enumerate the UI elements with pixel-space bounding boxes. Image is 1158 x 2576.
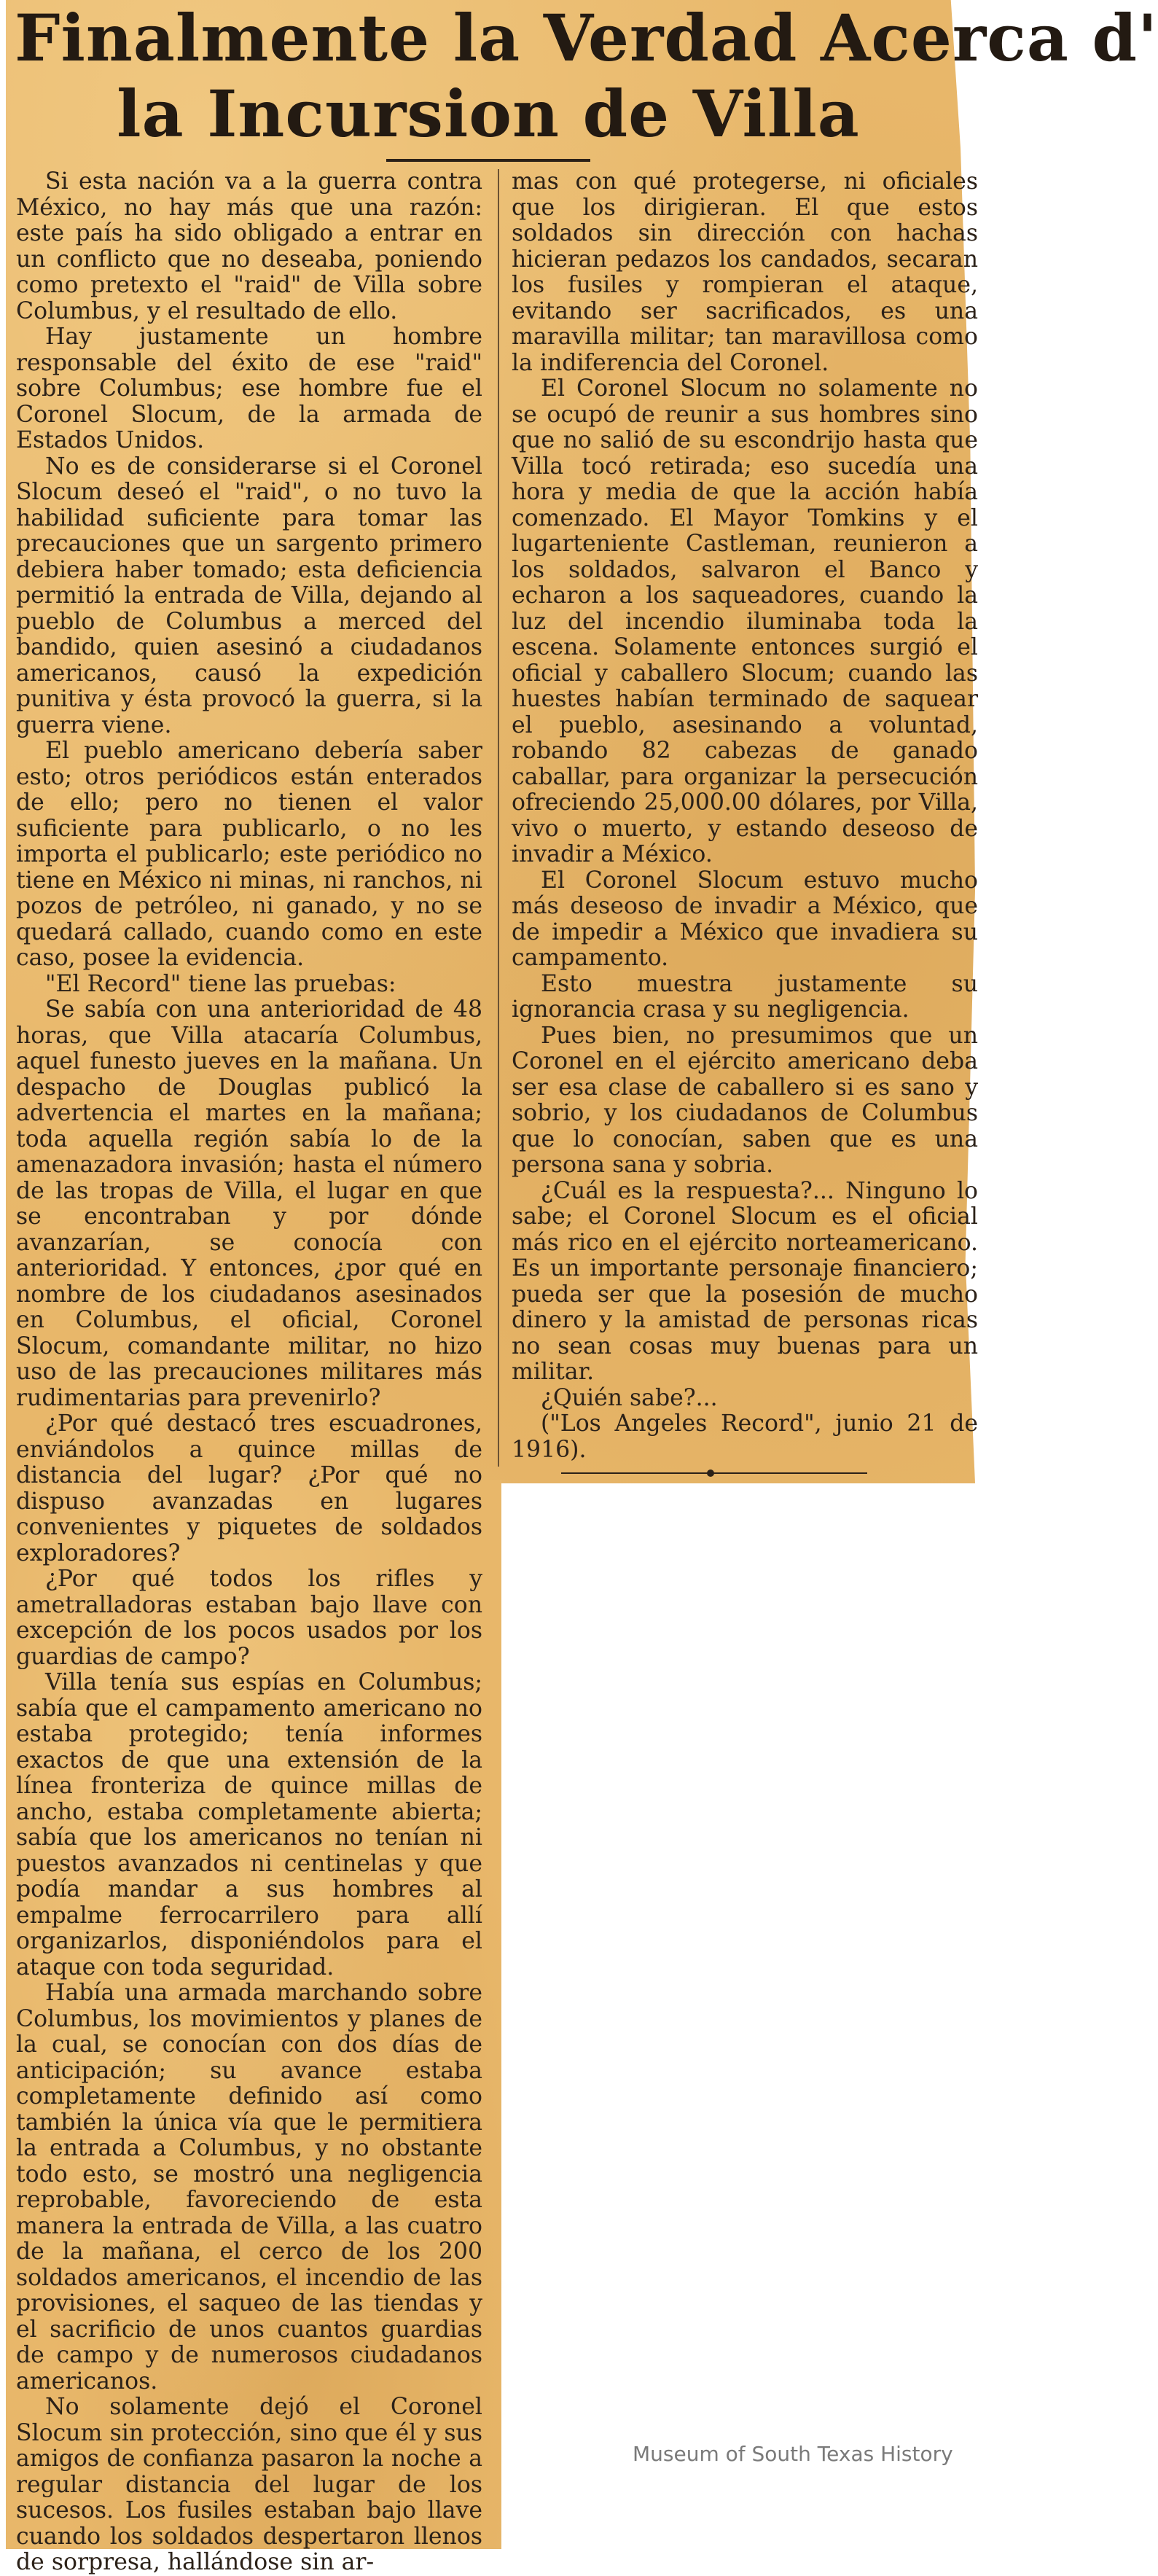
paragraph: Esto muestra justamente su ignorancia crasa y su negligencia. [512,970,978,1023]
paragraph: El pueblo americano debería saber esto; otros periódicos están enterados de ello; pero no tienen el valor suficiente para publicarlo, o no les importa el publicarlo; este periódico no tiene en México ni minas, ni ranchos, ni pozos de petróleo, ni ganado, y no se quedará callado, cuando como en este caso, posee la evidencia. [16,738,482,971]
paragraph: Había una armada marchando sobre Columbus, los movimientos y planes de la cual, se conocían con dos días de anticipación; su avance estaba completamente definido así como también la única vía que le permitiera la entrada a Columbus, y no obstante todo esto, se mostró una negligencia reprobable, favoreciendo de esta manera la entrada de Villa, a las cuatro de la mañana, el cerco de los 200 soldados americanos, el incendio de las provisiones, el saqueo de las tiendas y el sacrificio de unos cuantos guardias de campo y de numerosos ciudadanos americanos. [16,1980,482,2394]
paragraph: Villa tenía sus espías en Columbus; sabía que el campamento americano no estaba protegido; tenía informes exactos de que una extensión de la línea fronteriza de quince millas de ancho, estaba completamente abierta; sabía que los americanos no tenían ni puestos avanzados ni centinelas y que podía mandar a sus hombres al empalme ferrocarrilero para allí organizarlos, disponiéndolos para el ataque con toda seguridad. [16,1669,482,1980]
column-divider [498,169,499,1467]
paragraph: Si esta nación va a la guerra contra México, no hay más que una razón: este país ha sido obligado a entrar en un conflicto que no deseaba, poniendo como pretexto el "raid" de Villa sobre Columbus, y el resultado de ello. [16,168,482,324]
source-citation: ("Los Angeles Record", junio 21 de 1916). [512,1410,978,1463]
headline-rule [386,159,590,162]
headline-line-1: Finalmente la Verdad Acerca d' [15,0,1158,76]
paragraph: ¿Cuál es la respuesta?... Ninguno lo sabe; el Coronel Slocum es el oficial más rico en el ejército norteamericano. Es un importante personaje financiero; pueda ser que la posesión de mucho dinero y la amistad de personas ricas no sean cosas muy buenas para un militar. [512,1177,978,1385]
paragraph: El Coronel Slocum no solamente no se ocupó de reunir a sus hombres sino que no salió de su escondrijo hasta que Villa tocó retirada; eso sucedía una hora y media de que la acción había comenzado. El Mayor Tomkins y el lugarteniente Castleman, reunieron a los soldados, salvaron el Banco y echaron a los saqueadores, cuando la luz del incendio iluminaba toda la escena. Solamente entonces surgió el oficial y caballero Slocum; cuando las huestes habían terminado de saquear el pueblo, asesinando a voluntad, robando 82 cabezas de ganado caballar, para organizar la persecución ofreciendo 25,000.00 dólares, por Villa, vivo o muerto, y estando deseoso de invadir a México. [512,375,978,867]
paragraph: Hay justamente un hombre responsable del éxito de ese "raid" sobre Columbus; ese hombre fue el Coronel Slocum, de la armada de Estados Unidos. [16,324,482,453]
paragraph-continuation: mas con qué protegerse, ni oficiales que los dirigieran. El que estos soldados sin dirección con hachas hicieran pedazos los candados, secaran los fusiles y rompieran el ataque, evitando ser sacrificados, es una maravilla militar; tan maravillosa como la indiferencia del Coronel. [512,168,978,376]
paragraph: ¿Quién sabe?... [541,1384,718,1411]
paragraph: No solamente dejó el Coronel Slocum sin protección, sino que él y sus amigos de confianza pasaron la noche a regular distancia del lugar de los sucesos. Los fusiles estaban bajo llave cuando los soldados despertaron llenos de sorpresa, hallándose sin ar- [16,2394,482,2575]
museum-watermark: Museum of South Texas History [633,2442,953,2466]
headline [15,0,1158,152]
end-ornament-bar [561,1472,867,1474]
headline-line-2: la Incursion de Villa [117,76,860,152]
paragraph: El Coronel Slocum estuvo mucho más deseoso de invadir a México, que de impedir a México que invadiera su campamento. [512,867,978,971]
end-ornament-dot [707,1470,714,1477]
paragraph: "El Record" tiene las pruebas: [45,970,396,997]
paragraph: ¿Por qué destacó tres escuadrones, enviándolos a quince millas de distancia del lugar? ¿Por qué no dispuso avanzadas en lugares convenientes y piquetes de soldados exploradores? [16,1410,482,1566]
article-left-column [16,169,482,2576]
end-ornament [510,1471,962,1475]
paragraph: ¿Por qué todos los rifles y ametralladoras estaban bajo llave con excepción de los pocos usados por los guardias de campo? [16,1566,482,1670]
paragraph: Se sabía con una anterioridad de 48 horas, que Villa atacaría Columbus, aquel funesto jueves en la mañana. Un despacho de Douglas publicó la advertencia el martes en la mañana; toda aquella región sabía lo de la amenazadora invasión; hasta el número de las tropas de Villa, el lugar en que se encontraban y por dónde avanzarían, se conocía con anterioridad. Y entonces, ¿por qué en nombre de los ciudadanos asesinados en Columbus, el oficial, Coronel Slocum, comandante militar, no hizo uso de las precauciones militares más rudimentarias para prevenirlo? [16,996,482,1411]
paragraph: Pues bien, no presumimos que un Coronel en el ejército americano deba ser esa clase de caballero si es sano y sobrio, y los ciudadanos de Columbus que lo conocían, saben que es una persona sana y sobria. [512,1022,978,1178]
article-right-column [512,169,978,1463]
paragraph: No es de considerarse si el Coronel Slocum deseó el "raid", o no tuvo la habilidad suficiente para tomar las precauciones que un sargento primero debiera haber tomado; esta deficiencia permitió la entrada de Villa, dejando al pueblo de Columbus a merced del bandido, quien asesinó a ciudadanos americanos, causó la expedición punitiva y ésta provocó la guerra, si la guerra viene. [16,453,482,738]
